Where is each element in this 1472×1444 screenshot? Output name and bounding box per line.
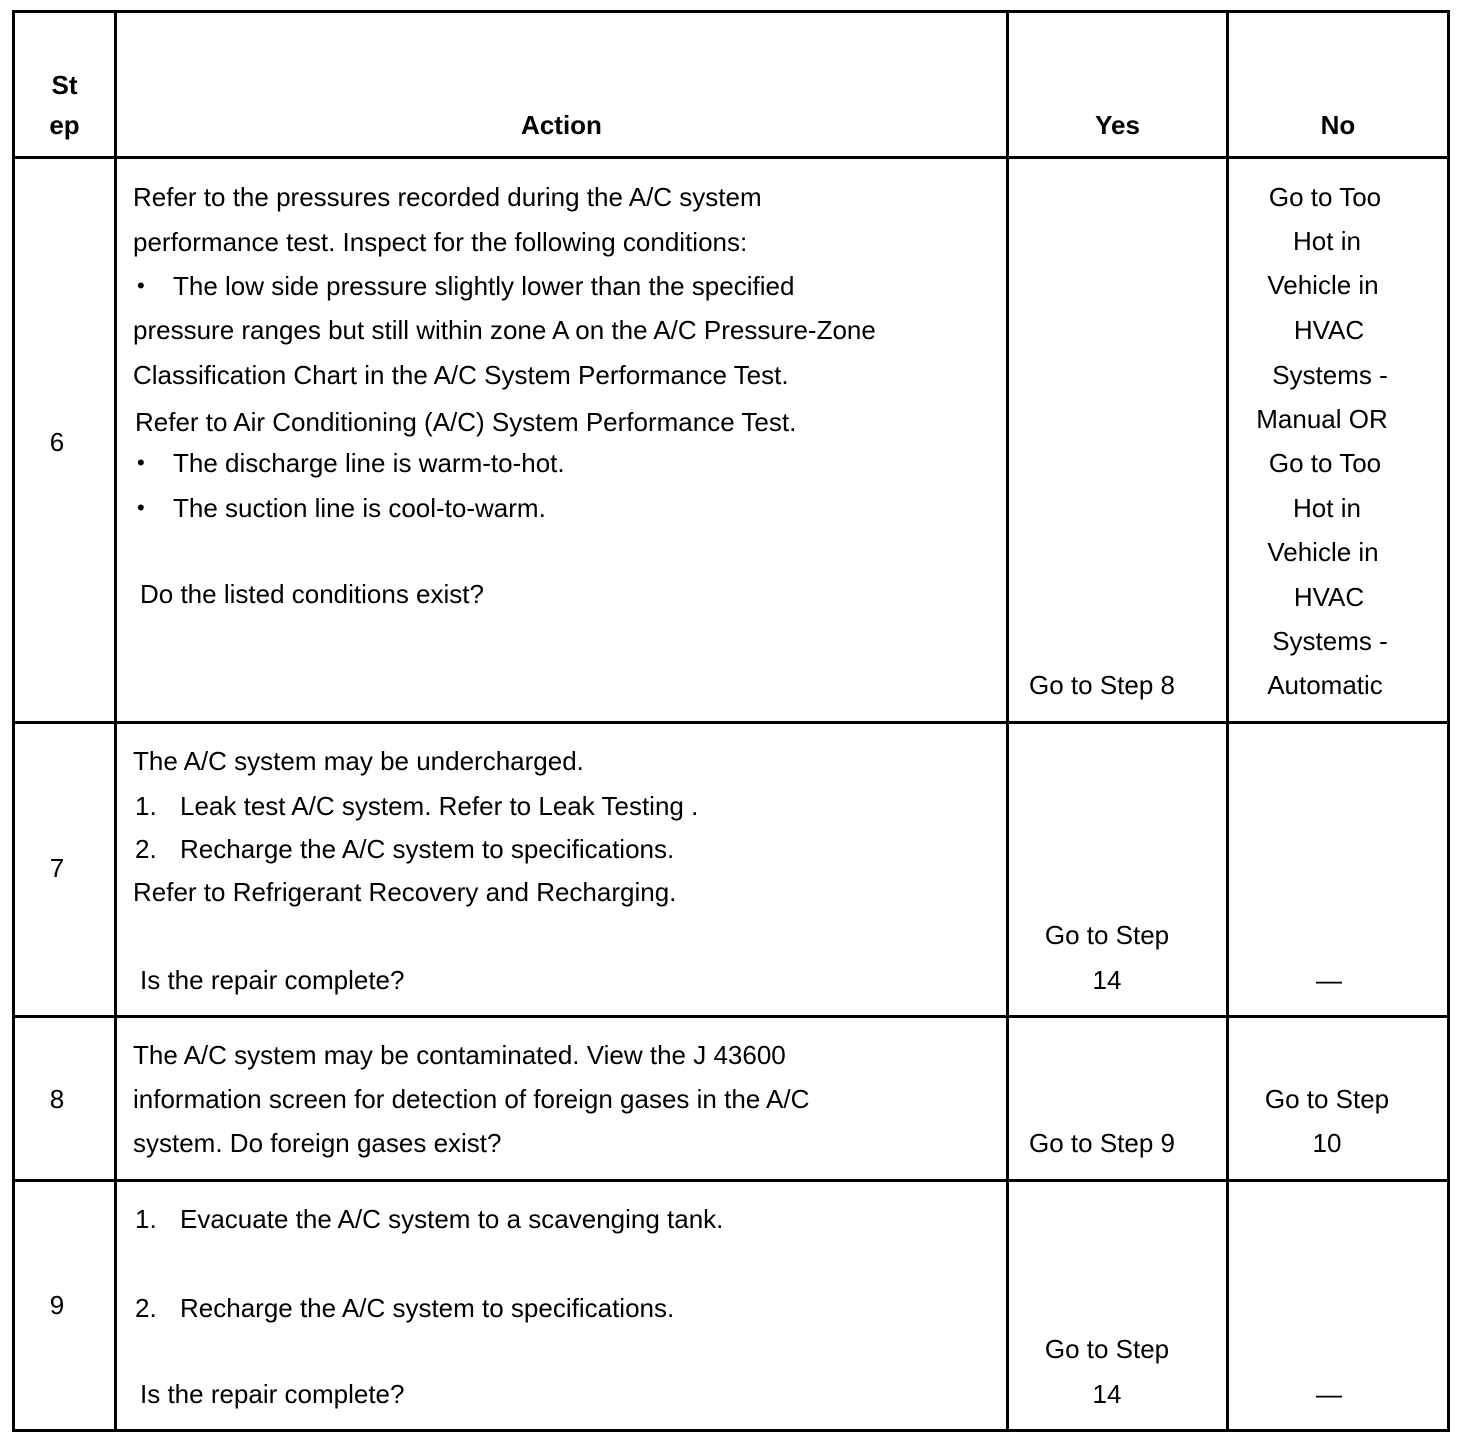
table-border-top: [12, 10, 1450, 13]
column-divider: [1006, 10, 1009, 1432]
action-line: system. Do foreign gases exist?: [133, 1128, 502, 1158]
no-result: Go to Step: [1264, 1084, 1390, 1114]
action-line: performance test. Inspect for the following conditions:: [133, 227, 748, 257]
header-divider: [12, 156, 1450, 159]
list-number: 2.: [135, 1293, 157, 1323]
step-number: 9: [49, 1290, 65, 1320]
action-line: information screen for detection of foreign gases in the A/C: [133, 1084, 810, 1114]
table-border-left: [12, 10, 15, 1432]
header-yes: Yes: [1095, 110, 1140, 140]
table-border-bottom: [12, 1429, 1450, 1432]
action-line: Recharge the A/C system to specifications.: [180, 1293, 675, 1323]
action-question: Is the repair complete?: [140, 965, 405, 995]
action-question: Is the repair complete?: [140, 1379, 405, 1409]
action-line: The A/C system may be undercharged.: [133, 746, 584, 776]
bullet-icon: •: [137, 273, 145, 298]
header-step: St ep: [49, 70, 80, 140]
action-line: The low side pressure slightly lower than the specified: [173, 271, 795, 301]
step-number: 6: [49, 427, 65, 457]
yes-result: 14: [1092, 1379, 1122, 1409]
diagnostic-table: St ep Action Yes No 6 Refer to the pressures recorded during the A/C system performance test. Inspect for the following conditions: • The low side pressure slightly lower than the specified pressure ranges but still within zone A on the A/C Pressure-Zone Classification Chart in the A/C System Performance Test. Refer to Air Conditioning (A/C) System Performance Test. • The discharge line is warm-to-hot. • The suction line is cool-to-warm. Do the listed conditions exist? Go to Step 8 Go to Too Hot in Vehicle in HVAC Systems - Manual OR Go to Too Hot in Vehicle in HVAC Systems - Automatic 7 The A/C system may be undercharged. 1. Leak test A/C system. Refer to Leak Testing . 2. Recharge the A/C system to specifications. Refer to Refrigerant Recovery and Recharging. Is the repair complete? Go to Step 14 — 8 The A/C system may be contaminated. View the J 43600 information screen for detection of foreign gases in the A/C system. Do foreign gases exist? Go to Step 9 Go to Step 10 9 1. Evacuate the A/C system to a scavenging tank. 2. Recharge the A/C system to specifications. Is the repair complete? Go to Step 14 —: [0, 0, 1472, 1444]
table-border-right: [1447, 10, 1450, 1432]
action-line: Classification Chart in the A/C System Performance Test.: [133, 360, 789, 390]
header-no: No: [1320, 110, 1356, 140]
row-divider: [12, 721, 1450, 724]
yes-result: Go to Step: [1044, 1334, 1170, 1364]
action-line: The discharge line is warm-to-hot.: [173, 448, 565, 478]
action-line: Evacuate the A/C system to a scavenging tank.: [180, 1204, 724, 1234]
step-number: 7: [49, 853, 65, 883]
no-result: 10: [1312, 1128, 1342, 1158]
yes-result: 14: [1092, 965, 1122, 995]
list-number: 2.: [135, 834, 157, 864]
action-line: pressure ranges but still within zone A on the A/C Pressure-Zone: [133, 315, 876, 345]
no-result: —: [1316, 1379, 1342, 1409]
action-line: The A/C system may be contaminated. View the J 43600: [133, 1040, 786, 1070]
step-number: 8: [49, 1084, 65, 1114]
bullet-icon: •: [137, 495, 145, 520]
column-divider: [1226, 10, 1229, 1432]
action-line: Refer to the pressures recorded during the A/C system: [133, 182, 762, 212]
action-line: Refer to Refrigerant Recovery and Recharging.: [133, 877, 677, 907]
header-action: Action: [521, 110, 602, 140]
action-line: Refer to Air Conditioning (A/C) System Performance Test.: [135, 407, 797, 437]
yes-result: Go to Step: [1044, 920, 1170, 950]
action-line: The suction line is cool-to-warm.: [173, 493, 546, 523]
bullet-icon: •: [137, 450, 145, 475]
yes-result: Go to Step 8: [1029, 670, 1175, 700]
action-line: Leak test A/C system. Refer to Leak Testing .: [180, 791, 699, 821]
list-number: 1.: [135, 1204, 157, 1234]
action-line: Recharge the A/C system to specifications.: [180, 834, 675, 864]
column-divider: [114, 10, 117, 1432]
no-result: —: [1316, 965, 1342, 995]
action-question: Do the listed conditions exist?: [140, 579, 484, 609]
yes-result: Go to Step 9: [1029, 1128, 1175, 1158]
row-divider: [12, 1179, 1450, 1182]
list-number: 1.: [135, 791, 157, 821]
row-divider: [12, 1015, 1450, 1018]
